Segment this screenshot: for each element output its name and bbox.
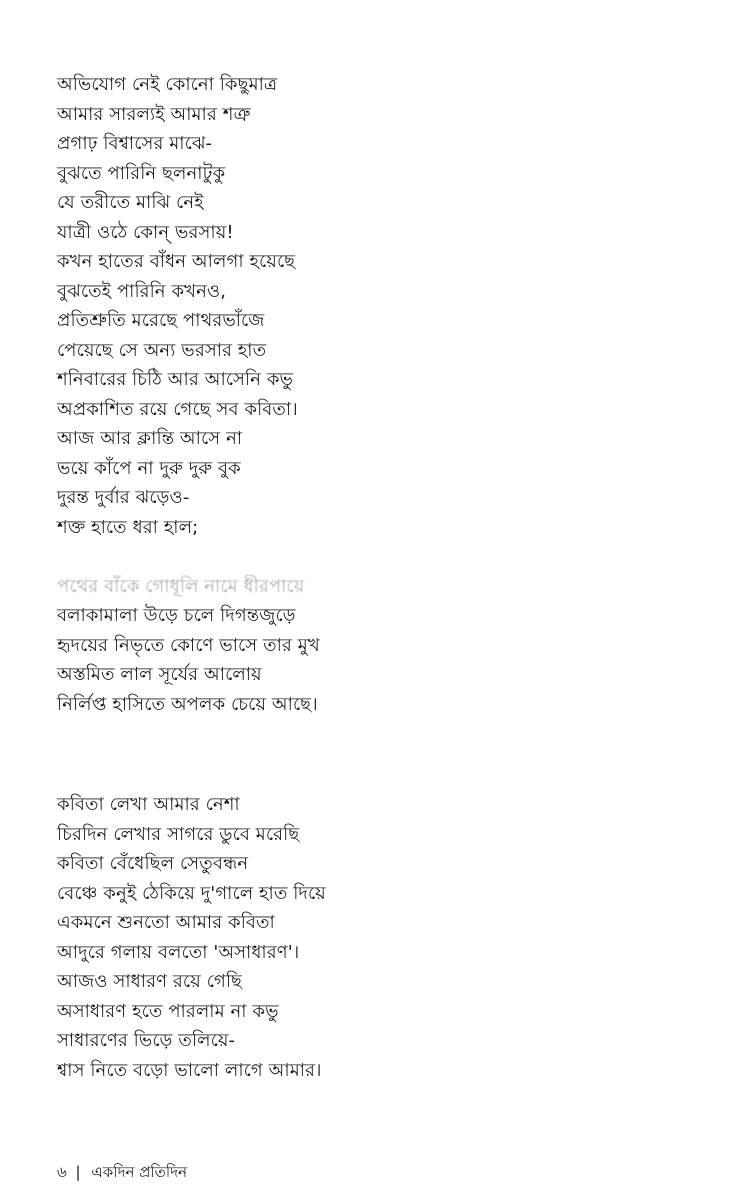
poem-line: অপ্রকাশিত রয়ে গেছে সব কবিতা। xyxy=(57,398,298,420)
poem-line: বলাকামালা উড়ে চলে দিগন্তজুড়ে xyxy=(57,605,296,626)
poem-line: বেঞ্চে কনুই ঠেকিয়ে দু'গালে হাত দিয়ে xyxy=(57,882,326,904)
footer-separator: | xyxy=(75,1163,81,1181)
poem-line: কখন হাতের বাঁধন আলগা হয়েছে xyxy=(57,251,296,272)
poem-stanza-2 xyxy=(57,790,697,1085)
page-footer xyxy=(57,1162,187,1182)
poem-line: নির্লিপ্ত হাসিতে অপলক চেয়ে আছে। xyxy=(57,693,318,715)
poem-line: কবিতা লেখা আমার নেশা xyxy=(57,794,240,815)
poem-line: প্রতিশ্রুতি মরেছে পাথরভাঁজে xyxy=(57,310,265,331)
poem-stanza-1 xyxy=(57,70,697,719)
poem-line: যাত্রী ওঠে কোন্ ভরসায়! xyxy=(57,221,234,243)
poem-line: অভিযোগ নেই কোনো কিছুমাত্র xyxy=(57,74,278,95)
poem-line: প্রগাঢ় বিশ্বাসের মাঝে- xyxy=(57,133,213,154)
poem-line: আজ আর ক্লান্তি আসে না xyxy=(57,428,243,449)
poem-line: অস্তমিত লাল সূর্যের আলোয় xyxy=(57,664,262,685)
page-number: ৬ xyxy=(57,1163,67,1181)
poem-line: হৃদয়ের নিভৃতে কোণে ভাসে তার মুখ xyxy=(57,634,320,656)
poem-line: যে তরীতে মাঝি নেই xyxy=(57,192,204,213)
poem-line: বুঝতেই পারিনি কখনও, xyxy=(57,280,227,302)
poem-line: দুরন্ত দুর্বার ঝড়েও- xyxy=(57,487,190,508)
poem-line: আজও সাধারণ রয়ে গেছি xyxy=(57,971,243,992)
book-title: একদিন প্রতিদিন xyxy=(91,1163,188,1181)
poem-line: ভয়ে কাঁপে না দুরু দুরু বুক xyxy=(57,457,241,479)
poem-line-smudged xyxy=(57,542,697,572)
poem-line: একমনে শুনতো আমার কবিতা xyxy=(57,912,275,933)
poem-line: শক্ত হাতে ধরা হাল; xyxy=(57,516,199,538)
poem-line-faded: পথের বাঁকে গোধূলি নামে ধীরপায়ে xyxy=(57,575,305,597)
poem-line: সাধারণের ভিড়ে তলিয়ে- xyxy=(57,1030,236,1051)
poem-line: কবিতা বেঁধেছিল সেতুবন্ধন xyxy=(57,853,249,874)
poem-line: আমার সারল্যই আমার শত্রু xyxy=(57,103,251,125)
poem-line: আদুরে গলায় বলতো 'অসাধারণ'। xyxy=(57,941,300,963)
poem-line: পেয়েছে সে অন্য ভরসার হাত xyxy=(57,339,267,361)
poem-line: বুঝতে পারিনি ছলনাটুকু xyxy=(57,162,226,184)
poem-line: শনিবারের চিঠি আর আসেনি কভু xyxy=(57,369,294,390)
poem-line: শ্বাস নিতে বড়ো ভালো লাগে আমার। xyxy=(57,1059,322,1081)
poem-line: চিরদিন লেখার সাগরে ডুবে মরেছি xyxy=(57,823,300,845)
poem-line: অসাধারণ হতে পারলাম না কভু xyxy=(57,1000,279,1022)
